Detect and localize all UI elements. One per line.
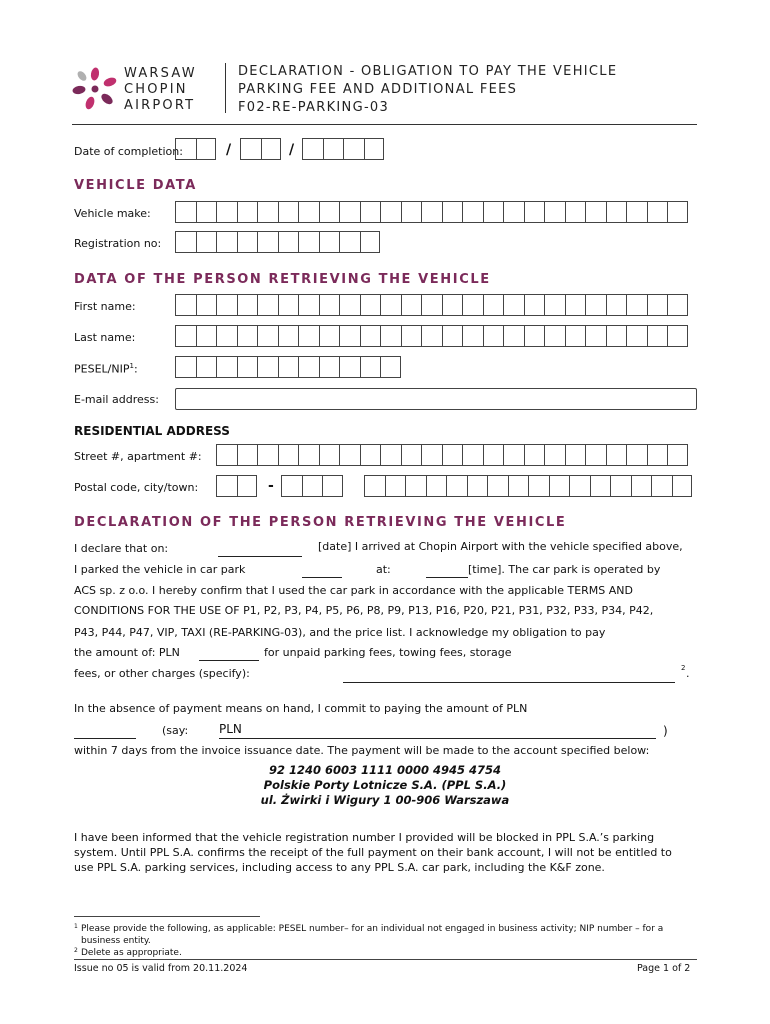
postal-label: Postal code, city/town: xyxy=(74,481,199,494)
char-box[interactable] xyxy=(237,325,258,347)
char-box[interactable] xyxy=(278,201,299,223)
char-box[interactable] xyxy=(216,325,237,347)
char-box[interactable] xyxy=(196,325,217,347)
other-charges-blank[interactable] xyxy=(343,682,675,683)
vehicle-make-field[interactable] xyxy=(175,201,688,223)
email-label: E-mail address: xyxy=(74,393,159,406)
char-box[interactable] xyxy=(667,444,688,466)
info-line-3: use PPL S.A. parking services, including access to any PPL S.A. car park, including the K&F zone. xyxy=(74,861,605,874)
char-box[interactable] xyxy=(196,231,217,253)
decl-l7-period: . xyxy=(686,667,690,680)
char-box[interactable] xyxy=(257,356,278,378)
account-number: 92 1240 6003 1111 0000 4945 4754 xyxy=(268,763,502,777)
char-box[interactable] xyxy=(175,231,196,253)
char-box[interactable] xyxy=(278,356,299,378)
char-box[interactable] xyxy=(446,475,467,497)
char-box[interactable] xyxy=(467,475,488,497)
decl-l9c: ) xyxy=(663,724,668,738)
char-box[interactable] xyxy=(237,231,258,253)
char-box[interactable] xyxy=(483,325,504,347)
logo-text-airport: AIRPORT xyxy=(124,98,196,113)
decl-l2a: I parked the vehicle in car park xyxy=(74,563,246,576)
char-box[interactable] xyxy=(667,201,688,223)
char-box[interactable] xyxy=(196,294,217,316)
char-box[interactable] xyxy=(278,294,299,316)
char-box[interactable] xyxy=(237,294,258,316)
char-box[interactable] xyxy=(626,201,647,223)
info-line-1: I have been informed that the vehicle registration number I provided will be blocked in PPL S.A.’s parking xyxy=(74,831,655,844)
footnote-1-line1: Please provide the following, as applicable: PESEL number– for an individual not engaged in business activity; NIP number – for a xyxy=(81,924,664,934)
char-box[interactable] xyxy=(442,201,463,223)
char-box[interactable] xyxy=(590,475,611,497)
decl-l4: CONDITIONS FOR THE USE OF P1, P2, P3, P4, P5, P6, P8, P9, P13, P16, P20, P21, P31, P32, P33, P34, P42, xyxy=(74,604,654,617)
char-box[interactable] xyxy=(196,201,217,223)
char-box[interactable] xyxy=(483,294,504,316)
footnote-rule xyxy=(74,916,260,917)
char-box[interactable] xyxy=(405,475,426,497)
char-box[interactable] xyxy=(647,294,668,316)
char-box[interactable] xyxy=(462,201,483,223)
footnote-1-line2: business entity. xyxy=(81,936,151,946)
char-box[interactable] xyxy=(606,325,627,347)
char-box[interactable] xyxy=(606,294,627,316)
info-line-2: system. Until PPL S.A. confirms the receipt of the full payment on their bank account, I will not be entitled to xyxy=(74,846,672,859)
arrival-date-blank[interactable] xyxy=(218,556,302,557)
char-box[interactable] xyxy=(626,325,647,347)
pledge-amount-blank[interactable] xyxy=(74,738,136,739)
char-box[interactable] xyxy=(298,444,319,466)
char-box[interactable] xyxy=(487,475,508,497)
char-box[interactable] xyxy=(508,475,529,497)
email-field[interactable] xyxy=(175,388,697,410)
char-box[interactable] xyxy=(565,325,586,347)
char-box[interactable] xyxy=(626,444,647,466)
char-box[interactable] xyxy=(380,201,401,223)
doc-title-line2: PARKING FEE AND ADDITIONAL FEES xyxy=(238,82,518,97)
char-box[interactable] xyxy=(606,201,627,223)
char-box[interactable] xyxy=(360,294,381,316)
section-title-declaration: DECLARATION OF THE PERSON RETRIEVING THE VEHICLE xyxy=(74,515,567,530)
char-box[interactable] xyxy=(647,325,668,347)
decl-l1b: [date] I arrived at Chopin Airport with the vehicle specified above, xyxy=(318,540,683,553)
logo-text-chopin: CHOPIN xyxy=(124,82,188,97)
char-box[interactable] xyxy=(544,325,565,347)
char-box[interactable] xyxy=(360,231,381,253)
account-holder: Polskie Porty Lotnicze S.A. (PPL S.A.) xyxy=(263,778,507,792)
char-box[interactable] xyxy=(585,325,606,347)
last-name-label: Last name: xyxy=(74,331,136,344)
logo-petals xyxy=(72,67,118,110)
char-box[interactable] xyxy=(503,325,524,347)
char-box[interactable] xyxy=(651,475,672,497)
char-box[interactable] xyxy=(380,444,401,466)
postal-code-part1-field[interactable] xyxy=(216,475,257,497)
chopin-flower-logo-icon xyxy=(70,66,120,110)
amount-in-words-blank[interactable] xyxy=(219,738,656,739)
char-box[interactable] xyxy=(524,201,545,223)
decl-l2b: at: xyxy=(376,563,391,576)
logo-text-warsaw: WARSAW xyxy=(124,66,197,81)
char-box[interactable] xyxy=(339,294,360,316)
char-box[interactable] xyxy=(401,325,422,347)
header-rule xyxy=(72,124,697,125)
last-name-field[interactable] xyxy=(175,325,688,347)
city-field[interactable] xyxy=(364,475,692,497)
char-box[interactable] xyxy=(380,294,401,316)
char-box[interactable] xyxy=(421,294,442,316)
char-box[interactable] xyxy=(503,201,524,223)
char-box[interactable] xyxy=(257,294,278,316)
char-box[interactable] xyxy=(442,325,463,347)
char-box[interactable] xyxy=(647,444,668,466)
date-month-field[interactable] xyxy=(240,138,281,160)
char-box[interactable] xyxy=(647,201,668,223)
char-box[interactable] xyxy=(319,444,340,466)
date-separator: / xyxy=(226,142,232,158)
decl-l10: within 7 days from the invoice issuance date. The payment will be made to the account specified below: xyxy=(74,744,650,757)
vehicle-make-label: Vehicle make: xyxy=(74,207,151,220)
char-box[interactable] xyxy=(426,475,447,497)
char-box[interactable] xyxy=(339,325,360,347)
doc-title-line1: DECLARATION - OBLIGATION TO PAY THE VEHICLE xyxy=(238,64,618,79)
char-box[interactable] xyxy=(257,444,278,466)
postal-dash: - xyxy=(268,478,274,494)
footnote-ref-2: 2 xyxy=(681,664,686,672)
decl-l9a: (say: xyxy=(162,724,189,737)
section-title-person: DATA OF THE PERSON RETRIEVING THE VEHICLE xyxy=(74,272,491,287)
car-park-blank[interactable] xyxy=(302,577,342,578)
section-title-vehicle: VEHICLE DATA xyxy=(74,178,197,193)
amount-blank[interactable] xyxy=(199,660,259,661)
pesel-field[interactable] xyxy=(175,356,401,378)
char-box[interactable] xyxy=(175,325,196,347)
char-box[interactable] xyxy=(483,201,504,223)
footer-rule xyxy=(74,959,697,960)
date-day-field[interactable] xyxy=(175,138,216,160)
char-box[interactable] xyxy=(401,201,422,223)
header-divider xyxy=(225,63,226,113)
char-box[interactable] xyxy=(319,201,340,223)
char-box[interactable] xyxy=(196,356,217,378)
decl-l3: ACS sp. z o.o. I hereby confirm that I used the car park in accordance with the applicable TERMS AND xyxy=(74,584,633,597)
char-box[interactable] xyxy=(421,325,442,347)
street-field[interactable] xyxy=(216,444,688,466)
char-box[interactable] xyxy=(610,475,631,497)
decl-l5: P43, P44, P47, VIP, TAXI (RE-PARKING-03), and the price list. I acknowledge my obligation to pay xyxy=(74,626,606,639)
char-box[interactable] xyxy=(401,444,422,466)
char-box[interactable] xyxy=(175,356,196,378)
registration-field[interactable] xyxy=(175,231,380,253)
char-box[interactable] xyxy=(565,201,586,223)
char-box[interactable] xyxy=(667,294,688,316)
char-box[interactable] xyxy=(364,475,385,497)
char-box[interactable] xyxy=(319,356,340,378)
char-box[interactable] xyxy=(257,325,278,347)
date-separator: / xyxy=(289,142,295,158)
char-box[interactable] xyxy=(503,294,524,316)
char-box[interactable] xyxy=(257,231,278,253)
first-name-label: First name: xyxy=(74,300,136,313)
char-box[interactable] xyxy=(216,444,237,466)
doc-code: F02-RE-PARKING-03 xyxy=(238,100,390,115)
char-box[interactable] xyxy=(278,444,299,466)
char-box[interactable] xyxy=(339,201,360,223)
char-box[interactable] xyxy=(380,325,401,347)
char-box[interactable] xyxy=(442,444,463,466)
char-box[interactable] xyxy=(257,201,278,223)
char-box[interactable] xyxy=(606,444,627,466)
char-box[interactable] xyxy=(175,294,196,316)
char-box[interactable] xyxy=(462,294,483,316)
date-label: Date of completion: xyxy=(74,145,183,158)
char-box[interactable] xyxy=(544,201,565,223)
char-box[interactable] xyxy=(360,325,381,347)
issue-note: Issue no 05 is valid from 20.11.2024 xyxy=(74,963,248,974)
address-title: RESIDENTIAL ADDRESS xyxy=(74,424,230,438)
char-box[interactable] xyxy=(237,356,258,378)
decl-l6a: the amount of: PLN xyxy=(74,646,180,659)
char-box[interactable] xyxy=(569,475,590,497)
char-box[interactable] xyxy=(298,294,319,316)
decl-l2c: [time]. The car park is operated by xyxy=(468,563,661,576)
char-box[interactable] xyxy=(528,475,549,497)
char-box[interactable] xyxy=(544,294,565,316)
char-box[interactable] xyxy=(565,444,586,466)
postal-code-part2-field[interactable] xyxy=(281,475,343,497)
char-box[interactable] xyxy=(631,475,652,497)
char-box[interactable] xyxy=(278,325,299,347)
char-box[interactable] xyxy=(360,444,381,466)
char-box[interactable] xyxy=(672,475,693,497)
char-box[interactable] xyxy=(421,201,442,223)
char-box[interactable] xyxy=(524,444,545,466)
footnote-2-marker: 2 xyxy=(74,947,78,954)
char-box[interactable] xyxy=(585,444,606,466)
footnote-2: Delete as appropriate. xyxy=(81,948,182,958)
char-box[interactable] xyxy=(319,294,340,316)
char-box[interactable] xyxy=(524,325,545,347)
date-year-field[interactable] xyxy=(302,138,384,160)
char-box[interactable] xyxy=(298,201,319,223)
char-box[interactable] xyxy=(319,231,340,253)
decl-l8: In the absence of payment means on hand, I commit to paying the amount of PLN xyxy=(74,702,528,715)
char-box[interactable] xyxy=(549,475,570,497)
char-box[interactable] xyxy=(442,294,463,316)
char-box[interactable] xyxy=(401,294,422,316)
char-box[interactable] xyxy=(421,444,442,466)
char-box[interactable] xyxy=(216,294,237,316)
char-box[interactable] xyxy=(237,444,258,466)
char-box[interactable] xyxy=(565,294,586,316)
char-box[interactable] xyxy=(626,294,647,316)
char-box[interactable] xyxy=(339,356,360,378)
char-box[interactable] xyxy=(544,444,565,466)
account-address: ul. Żwirki i Wigury 1 00-906 Warszawa xyxy=(260,793,510,807)
char-box[interactable] xyxy=(585,294,606,316)
char-box[interactable] xyxy=(278,231,299,253)
char-box[interactable] xyxy=(298,325,319,347)
char-box[interactable] xyxy=(298,231,319,253)
char-box[interactable] xyxy=(524,294,545,316)
char-box[interactable] xyxy=(462,444,483,466)
first-name-field[interactable] xyxy=(175,294,688,316)
char-box[interactable] xyxy=(339,231,360,253)
char-box[interactable] xyxy=(339,444,360,466)
char-box[interactable] xyxy=(298,356,319,378)
char-box[interactable] xyxy=(216,356,237,378)
char-box[interactable] xyxy=(380,356,401,378)
char-box[interactable] xyxy=(385,475,406,497)
decl-l7a: fees, or other charges (specify): xyxy=(74,667,250,680)
street-label: Street #, apartment #: xyxy=(74,450,202,463)
char-box[interactable] xyxy=(462,325,483,347)
pesel-label: PESEL/NIP$^1$: xyxy=(74,362,138,376)
char-box[interactable] xyxy=(216,231,237,253)
char-box[interactable] xyxy=(237,201,258,223)
char-box[interactable] xyxy=(503,444,524,466)
char-box[interactable] xyxy=(216,201,237,223)
char-box[interactable] xyxy=(667,325,688,347)
page-number: Page 1 of 2 xyxy=(637,963,691,974)
footnote-1-marker: 1 xyxy=(74,923,78,930)
decl-l9b: PLN xyxy=(219,722,242,736)
decl-l6b: for unpaid parking fees, towing fees, storage xyxy=(264,646,512,659)
decl-l1a: I declare that on: xyxy=(74,542,169,555)
time-blank[interactable] xyxy=(426,577,468,578)
char-box[interactable] xyxy=(483,444,504,466)
char-box[interactable] xyxy=(360,356,381,378)
registration-label: Registration no: xyxy=(74,237,162,250)
char-box[interactable] xyxy=(585,201,606,223)
char-box[interactable] xyxy=(319,325,340,347)
char-box[interactable] xyxy=(175,201,196,223)
char-box[interactable] xyxy=(360,201,381,223)
